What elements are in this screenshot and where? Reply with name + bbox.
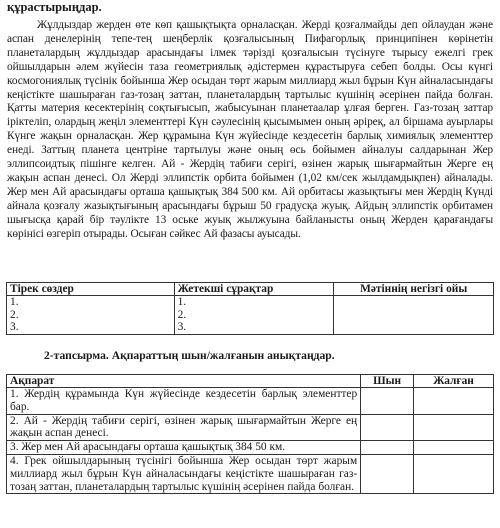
section-heading: құрастырыңдар.: [7, 0, 102, 14]
list-item: 3.: [10, 321, 19, 333]
questions-cell[interactable]: [174, 296, 334, 335]
list-item: 1.: [10, 296, 19, 308]
true-cell[interactable]: [361, 414, 414, 441]
true-cell[interactable]: [361, 441, 414, 455]
main-idea-cell[interactable]: [334, 296, 494, 335]
table-row: [7, 388, 494, 415]
true-cell[interactable]: [361, 454, 414, 493]
list-item: 1.: [177, 296, 187, 308]
keywords-cell[interactable]: [7, 296, 175, 335]
table-row: [7, 414, 494, 441]
list-item: 2.: [177, 308, 187, 321]
false-cell[interactable]: [414, 388, 494, 415]
reading-paragraph: Жұлдыздар жерден өте көп қашықтықта орналасқан. Жерді қозғалмайды деп ойлаудан және аспан денелерінің тепе-тең шеңберлік қозғалысының Пифагорлық принципінен көрінетін планеталардың жұлдыздар арасындағы ілмек тәрізді қозғалысын түсінуге тырысу ежелгі грек ойшылдарын әлем жүйесін таза геометриялық әдістермен құрастыруға себеп болды. Осы күнгі космогониялық түсінік бойынша Жер осыдан төрт жарым миллиард жыл бұрын Күн айналасындағы кеңістікте шашыраған газ-тозаң заттан, планеталардың тартылыс күшінің әсерінен пайда болған. Қатты материя кесектерінің соқтығысып, жабысуынан планетаалар ұлғая берген. Газ-тозаң заттар іріктеліп, олардың жеңіл элементтері Күн сәулесінің қысымымен оның әріреқ, ал біршама ауырлары Күнге жақын орналасқан. Жер құрамына Күн жүйесінде кездесетін барлық химиялық элементтер енеді. Заттың планета центріне тартылуы және оның өсь бойымен айналуы салдарынан Жер эллипсоидтық пішінге келген. Ай - Жердің табиғи серігі, өзінен жарық шығармайтын Жерге ең жақын аспан денесі. Ол Жерді эллипстік орбита бойымен (1,02 км/сек жылдамдықпен) айналады. Жер мен Ай арасындағы орташа қашықтық 384 500 км. Ай орбитасы жазықтығы мен Жердің Күнді айнала қозғалу жазықтығының арасындағы бұрыш 50 градусқа жуық. Айдың эллипстік орбитамен шығысқа қарай бір тәулікте 13 оське жуық жылжуына байланысты оның Жерден қарағандағы көрінісі өзгеріп отырады. Осыған сәйкес Ай фазасы ауысады.: [7, 19, 493, 240]
false-cell[interactable]: [414, 454, 494, 493]
statement-text: 3. Жер мен Ай арасындағы орташа қашықтық 384 50 км.: [7, 441, 361, 455]
statement-text: 4. Грек ойшылдарының түсінігі бойынша Жер осыдан төрт жарым миллиард жыл бұрын Күн айналасындағы кеңістікте шашыраған газ-тозаң заттан, планеталардың тартылыс күшінің әсерінен пайда болған.: [7, 454, 361, 493]
task2-title: 2-тапсырма. Ақпараттың шын/жалғанын анықтаңдар.: [44, 349, 335, 362]
table-row: [7, 454, 494, 493]
header-false: Жалған: [414, 375, 494, 388]
keywords-table: [6, 282, 494, 335]
header-information: Ақпарат: [7, 375, 361, 388]
header-guiding-questions: Жетекші сұрақтар: [174, 283, 334, 296]
true-cell[interactable]: [361, 388, 414, 415]
list-item: 3.: [177, 321, 187, 333]
header-true: Шын: [361, 375, 414, 388]
true-false-header: [7, 375, 494, 388]
table-row: [7, 441, 494, 455]
statement-text: 1. Жердің құрамында Күн жүйесінде кездесетін барлық элементтер бар.: [7, 388, 361, 415]
header-main-idea: Мәтіннің негізгі ойы: [334, 283, 494, 296]
keywords-table-body: [7, 296, 494, 335]
keywords-table-header: [7, 283, 494, 296]
false-cell[interactable]: [414, 441, 494, 455]
false-cell[interactable]: [414, 414, 494, 441]
statement-text: 2. Ай - Жердің табиғи серігі, өзінен жарық шығармайтын Жерге ең жақын аспан денесі.: [7, 414, 361, 441]
header-keywords: Тірек сөздер: [7, 283, 175, 296]
list-item: 2.: [10, 308, 19, 321]
true-false-table: [6, 374, 494, 494]
